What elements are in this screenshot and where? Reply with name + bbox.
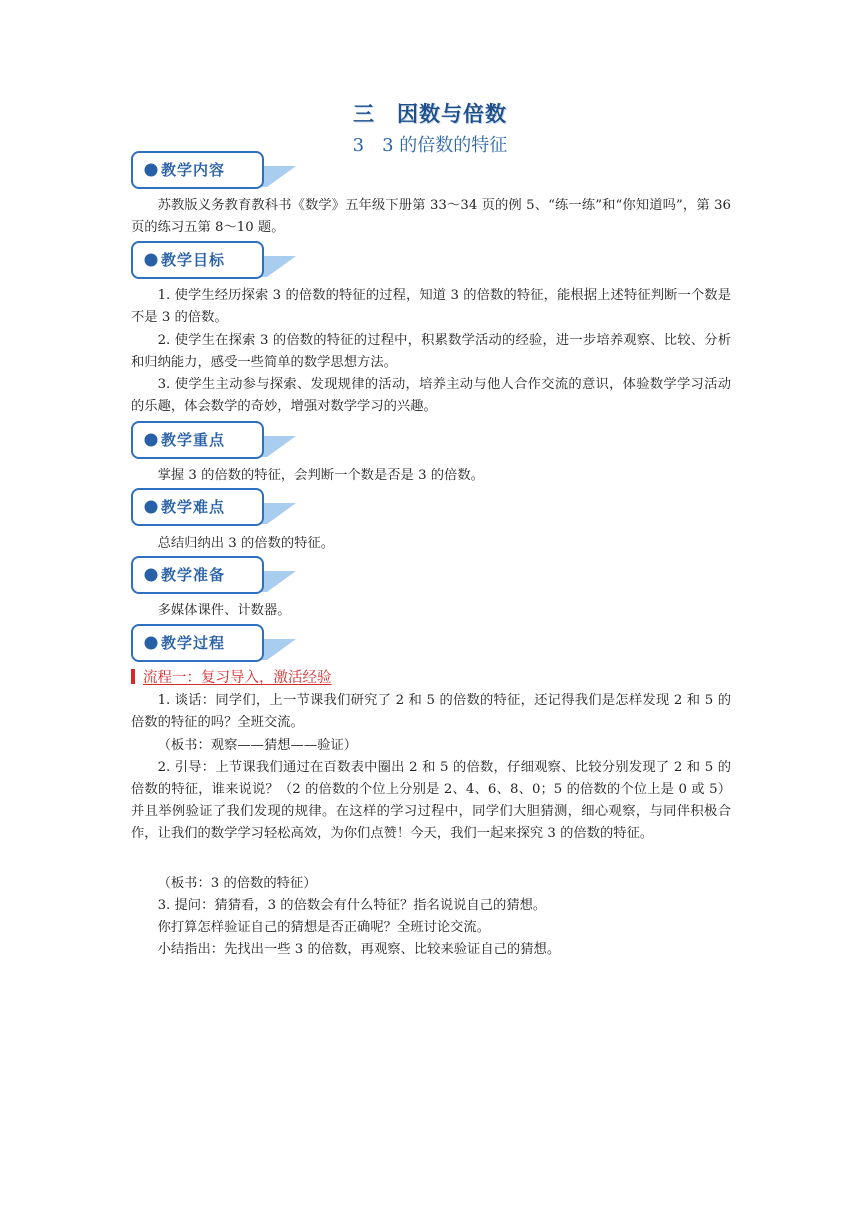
section-label: 教学目标 <box>161 251 226 269</box>
section-label: 教学难点 <box>161 498 226 516</box>
section-header-preparation <box>131 555 301 597</box>
section-header-key-points <box>131 420 301 462</box>
section-label: 教学准备 <box>161 566 226 584</box>
bullet-dot-icon <box>145 164 158 177</box>
process-board-note-1: （板书：观察——猜想——验证） <box>157 738 358 753</box>
goal-item-2: 2. 使学生在探索 3 的倍数的特征的过程中，积累数学活动的经验，进一步培养观察、比较、分析和归纳能力，感受一些简单的数学思想方法。 <box>131 333 731 370</box>
bullet-dot-icon <box>145 254 158 267</box>
section-label: 教学内容 <box>161 161 226 179</box>
process-paragraph-4: 你打算怎样验证自己的猜想是否正确呢？全班讨论交流。 <box>157 920 491 935</box>
bullet-dot-icon <box>145 569 158 582</box>
section-label: 教学过程 <box>161 634 226 652</box>
process-paragraph-1: 1. 谈话：同学们，上一节课我们研究了 2 和 5 的倍数的特征，还记得我们是怎样发现 2 和 5 的倍数的特征的吗？全班交流。 <box>131 693 731 730</box>
content-text: 苏教版义务教育教科书《数学》五年级下册第 33～34 页的例 5、“练一练”和“你知道吗”，第 36 页的练习五第 8～10 题。 <box>131 198 731 235</box>
section-header-difficulties <box>131 487 301 529</box>
goal-item-1: 1. 使学生经历探索 3 的倍数的特征的过程，知道 3 的倍数的特征，能根据上述特征判断一个数是不是 3 的倍数。 <box>131 288 731 325</box>
process-paragraph-2: 2. 引导：上节课我们通过在百数表中圈出 2 和 5 的倍数，仔细观察、比较分别发现了 2 和 5 的倍数的特征，谁来说说？（2 的倍数的个位上分别是 2、4、6、8、0；5 的倍数的个位上是 0 或 5）并且举例验证了我们发现的规律。在这样的学习过程中，同学们大胆猜测，细心观察，与同伴积极合作，让我们的数学学习轻松高效，为你们点赞！今天，我们一起来探究 3 的倍数的特征。 <box>131 760 731 841</box>
flow-marker-icon <box>131 669 135 684</box>
goal-item-3: 3. 使学生主动参与探索、发现规律的活动，培养主动与他人合作交流的意识，体验数学学习活动的乐趣，体会数学的奇妙，增强对数学学习的兴趣。 <box>131 377 731 414</box>
section-header-process <box>131 623 301 665</box>
flow-heading <box>131 666 332 686</box>
key-points-text: 掌握 3 的倍数的特征，会判断一个数是否是 3 的倍数。 <box>157 468 484 483</box>
difficulties-text: 总结归纳出 3 的倍数的特征。 <box>157 536 335 551</box>
section-header-goals <box>131 240 301 282</box>
process-paragraph-3: 3. 提问：猜猜看，3 的倍数会有什么特征？指名说说自己的猜想。 <box>157 898 547 913</box>
page-title: 三 因数与倍数 <box>353 102 507 126</box>
section-label: 教学重点 <box>161 431 226 449</box>
lesson-subtitle: 3 3 的倍数的特征 <box>352 135 508 156</box>
flow-title: 流程一：复习导入，激活经验 <box>143 669 332 686</box>
section-header-content <box>131 150 301 192</box>
preparation-text: 多媒体课件、计数器。 <box>157 603 291 618</box>
bullet-dot-icon <box>145 501 158 514</box>
bullet-dot-icon <box>145 434 158 447</box>
bullet-dot-icon <box>145 637 158 650</box>
process-summary: 小结指出：先找出一些 3 的倍数，再观察、比较来验证自己的猜想。 <box>157 942 561 957</box>
process-board-note-2: （板书：3 的倍数的特征） <box>157 876 317 891</box>
